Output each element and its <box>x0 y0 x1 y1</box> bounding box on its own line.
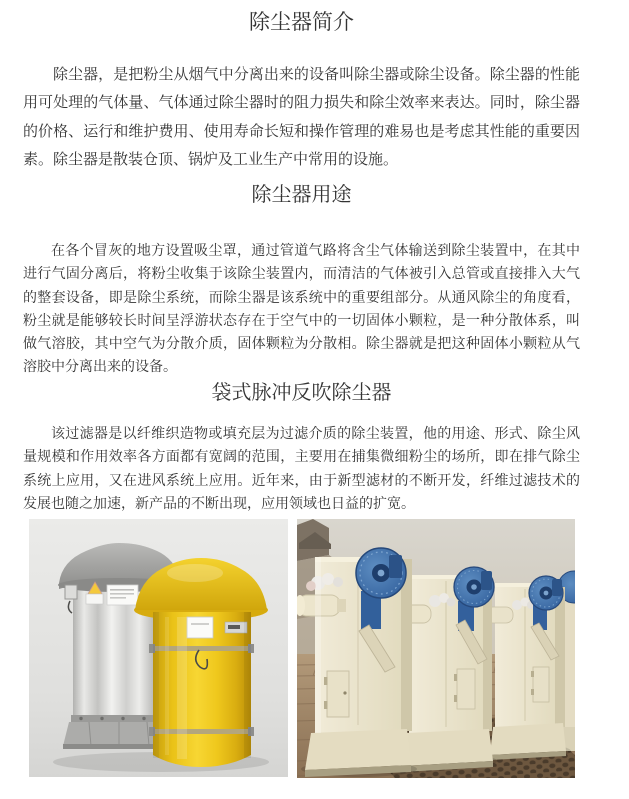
dust-collector-cabinet-3 <box>483 576 571 760</box>
pulse-bag-dust-collectors-photo <box>297 519 575 778</box>
figure-row <box>29 519 575 778</box>
section-title-usage: 除尘器用途 <box>251 184 352 206</box>
bag-dust-collector-illustration <box>297 519 575 778</box>
paragraph-usage: 在各个冒灰的地方设置吸尘罩，通过管道气路将含尘气体输送到除尘装置中，在其中进行气固分离后，将粉尘收集于该除尘装置内，而清洁的气体被引入总管或直接排入大气的整套设备，即是除尘系统，而除尘器是该系统中的重要组部分。从通风除尘的角度看，粉尘就是能够较长时间呈浮游状态存在于空气中的一切固体小颗粒，是一种分散体系，叫做气溶胶，其中空气为分散介质，固体颗粒为分散相。除尘器就是把这种固体小颗粒从气溶胶中分离出来的设备。 <box>23 244 580 376</box>
dust-collector-cabinet-1 <box>297 548 417 777</box>
paragraph-bag-pulse: 该过滤器是以纤维织造物或填充层为过滤介质的除尘装置，他的用途、形式、除尘风量规模和作用效率各方面都有宽阔的范围，主要用在捕集微细粉尘的场所，即在排气除尘系统上应用，又在进风系统上应用。近年来，由于新型滤材的不断开发，纤维过滤技术的发展也随之加速，新产品的不断出现，应用领域也日益的扩宽。 <box>23 427 580 513</box>
section-title-intro: 除尘器简介 <box>249 10 354 34</box>
section-title-bag-pulse: 袋式脉冲反吹除尘器 <box>211 382 392 404</box>
silo-dust-collector-illustration <box>29 519 288 777</box>
paragraph-intro: 除尘器，是把粉尘从烟气中分离出来的设备叫除尘器或除尘设备。除尘器的性能用可处理的气体量、气体通过除尘器时的阻力损失和除尘效率来表达。同时，除尘器的价格、运行和维护费用、使用寿命长短和操作管理的难易也是考虑其性能的重要因素。除尘器是散装仓顶、锅炉及工业生产中常用的设施。 <box>23 67 580 169</box>
silo-top-dust-collectors-photo <box>29 519 288 777</box>
yellow-dust-collector <box>134 558 268 767</box>
